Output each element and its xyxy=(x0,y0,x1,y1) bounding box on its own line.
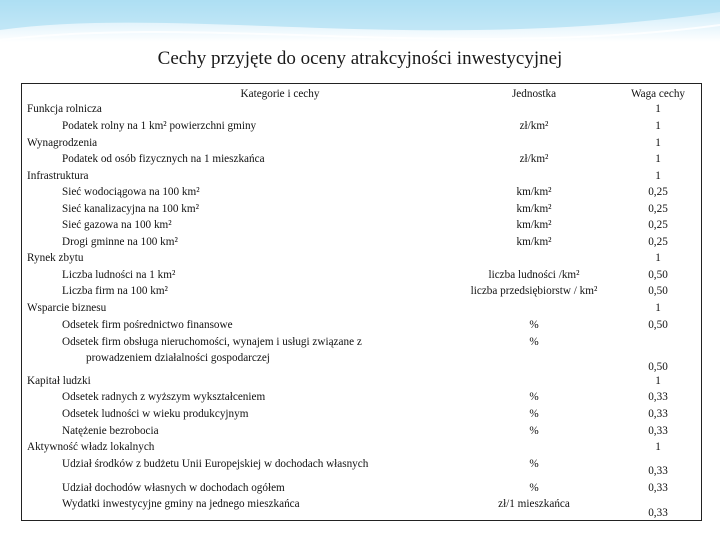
feature-label: Udział środków z budżetu Unii Europejskiej w dochodach własnych xyxy=(62,458,369,470)
unit-value: % xyxy=(529,425,539,437)
feature-label: Sieć wodociągowa na 100 km² xyxy=(62,186,200,198)
weight-value: 0,25 xyxy=(648,203,668,215)
unit-value: liczba ludności /km² xyxy=(488,269,580,281)
feature-label: Podatek rolny na 1 km² powierzchni gminy xyxy=(62,120,257,132)
feature-label: Drogi gminne na 100 km² xyxy=(62,236,178,248)
feature-label-multiline xyxy=(62,334,442,366)
weight-value: 1 xyxy=(655,302,661,314)
table-frame xyxy=(21,83,702,521)
feature-label: Odsetek radnych z wyższym wykształceniem xyxy=(62,391,266,403)
category-label: Kapitał ludzki xyxy=(27,375,91,387)
feature-label: Udział dochodów własnych w dochodach ogółem xyxy=(62,482,285,494)
feature-label: Odsetek ludności w wieku produkcyjnym xyxy=(62,408,249,420)
weight-value: 0,33 xyxy=(648,482,668,494)
feature-label: Podatek od osób fizycznych na 1 mieszkańca xyxy=(62,153,265,165)
weight-value: 0,50 xyxy=(648,285,668,297)
feature-label: Liczba ludności na 1 km² xyxy=(62,269,176,281)
category-label: Funkcja rolnicza xyxy=(27,103,102,115)
feature-label-line2: prowadzeniem działalności gospodarczej xyxy=(86,352,270,364)
weight-value: 0,33 xyxy=(648,465,668,477)
unit-value: liczba przedsiębiorstw / km² xyxy=(470,285,598,297)
feature-label: Natężenie bezrobocia xyxy=(62,425,159,437)
weight-value: 0,50 xyxy=(648,269,668,281)
weight-value: 1 xyxy=(655,137,661,149)
weight-value: 1 xyxy=(655,120,661,132)
category-label: Wynagrodzenia xyxy=(27,137,98,149)
weight-value: 0,33 xyxy=(648,408,668,420)
feature-label: Sieć gazowa na 100 km² xyxy=(62,219,172,231)
weight-value: 0,50 xyxy=(648,361,668,373)
weight-value: 1 xyxy=(655,375,661,387)
unit-value: % xyxy=(529,408,539,420)
unit-value: km/km² xyxy=(516,236,552,248)
header-unit: Jednostka xyxy=(511,88,557,100)
unit-value: % xyxy=(529,482,539,494)
weight-value: 0,33 xyxy=(648,507,668,519)
weight-value: 0,25 xyxy=(648,236,668,248)
feature-label: Liczba firm na 100 km² xyxy=(62,285,168,297)
unit-value: % xyxy=(529,336,539,348)
unit-value: km/km² xyxy=(516,219,552,231)
weight-value: 0,50 xyxy=(648,319,668,331)
weight-value: 1 xyxy=(655,103,661,115)
unit-value: zł/km² xyxy=(519,153,549,165)
feature-label: Sieć kanalizacyjna na 100 km² xyxy=(62,203,199,215)
unit-value: % xyxy=(529,391,539,403)
weight-value: 0,33 xyxy=(648,391,668,403)
weight-value: 1 xyxy=(655,153,661,165)
unit-value: km/km² xyxy=(516,203,552,215)
category-label: Aktywność władz lokalnych xyxy=(27,441,155,453)
weight-value: 1 xyxy=(655,252,661,264)
unit-value: % xyxy=(529,319,539,331)
weight-value: 0,25 xyxy=(648,186,668,198)
header-category: Kategorie i cechy xyxy=(240,88,320,100)
weight-value: 0,33 xyxy=(648,425,668,437)
header-weight: Waga cechy xyxy=(630,88,686,100)
feature-label: Wydatki inwestycyjne gminy na jednego mieszkańca xyxy=(62,498,300,510)
weight-value: 0,25 xyxy=(648,219,668,231)
slide-title: Cechy przyjęte do oceny atrakcyjności inwestycyjnej xyxy=(157,48,563,69)
unit-value: zł/1 mieszkańca xyxy=(498,498,570,510)
feature-label-line1: Odsetek firm obsługa nieruchomości, wynajem i usługi związane z xyxy=(62,336,362,348)
weight-value: 1 xyxy=(655,170,661,182)
category-label: Wsparcie biznesu xyxy=(27,302,107,314)
category-label: Rynek zbytu xyxy=(27,252,84,264)
feature-label: Odsetek firm pośrednictwo finansowe xyxy=(62,319,233,331)
category-label: Infrastruktura xyxy=(27,170,89,182)
weight-value: 1 xyxy=(655,441,661,453)
unit-value: km/km² xyxy=(516,186,552,198)
unit-value: % xyxy=(529,458,539,470)
unit-value: zł/km² xyxy=(519,120,549,132)
